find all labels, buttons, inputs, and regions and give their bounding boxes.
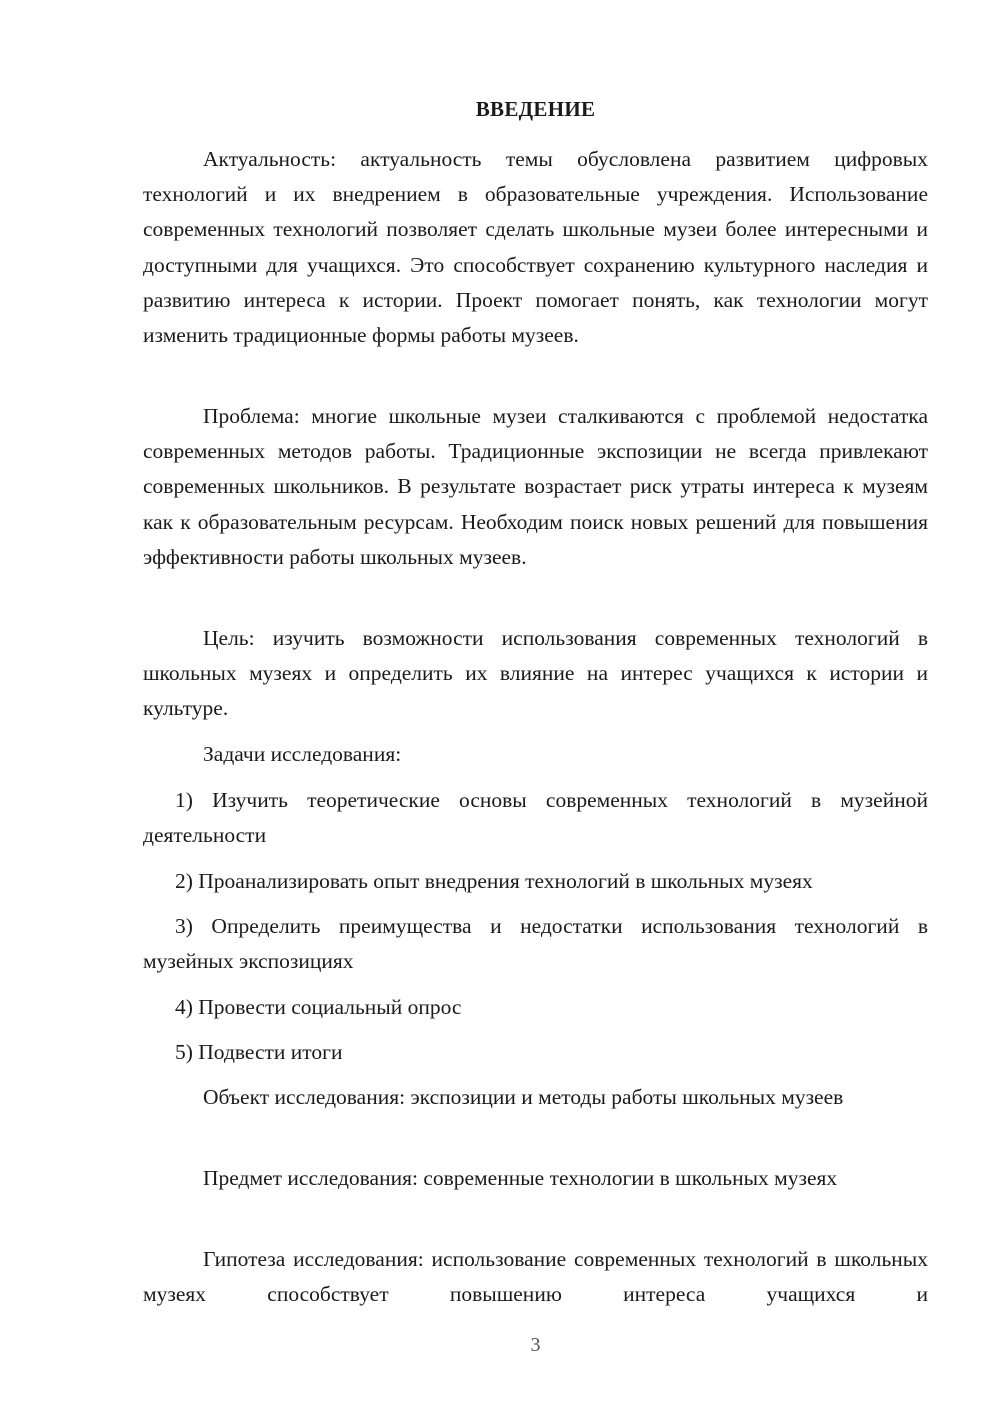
hypothesis-paragraph: Гипотеза исследования: использование современных технологий в школьных музеях способствует повышению интереса учащихся и — [143, 1247, 928, 1307]
task-item-5: 5) Подвести итоги — [175, 1040, 343, 1064]
task-item-1: 1) Изучить теоретические основы современных технологий в музейной деятельности — [143, 788, 928, 848]
page-number: 3 — [530, 1334, 541, 1356]
task-item-3: 3) Определить преимущества и недостатки использования технологий в музейных экспозициях — [143, 914, 928, 974]
problem-paragraph: Проблема: многие школьные музеи сталкиваются с проблемой недостатка современных методов работы. Традиционные экспозиции не всегда привлекают современных школьников. В результате возрастает риск утраты интереса к музеям как к образовательным ресурсам. Необходим поиск новых решений для повышения эффективности работы школьных музеев. — [143, 404, 928, 569]
tasks-title: Задачи исследования: — [203, 742, 402, 766]
task-item-4: 4) Провести социальный опрос — [175, 995, 462, 1019]
object-paragraph: Объект исследования: экспозиции и методы работы школьных музеев — [203, 1085, 844, 1109]
subject-paragraph: Предмет исследования: современные технологии в школьных музеях — [203, 1166, 838, 1190]
goal-paragraph: Цель: изучить возможности использования современных технологий в школьных музеях и определить их влияние на интерес учащихся к истории и культуре. — [143, 626, 928, 721]
section-heading: ВВЕДЕНИЕ — [475, 97, 596, 121]
relevance-paragraph: Актуальность: актуальность темы обусловлена развитием цифровых технологий и их внедрением в образовательные учреждения. Использование современных технологий позволяет сделать школьные музеи более интересными и доступными для учащихся. Это способствует сохранению культурного наследия и развитию интереса к истории. Проект помогает понять, как технологии могут изменить традиционные формы работы музеев. — [143, 147, 928, 348]
task-item-2: 2) Проанализировать опыт внедрения технологий в школьных музеях — [175, 869, 813, 893]
document-page — [143, 0, 928, 1414]
